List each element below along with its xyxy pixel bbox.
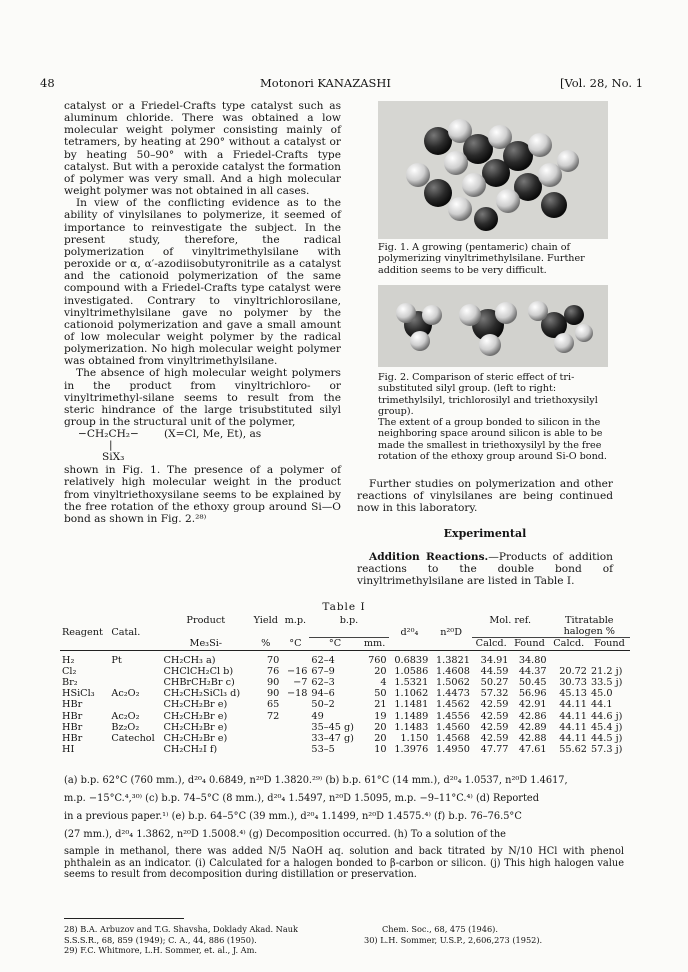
cell-yield: 90 — [267, 688, 280, 700]
figure-2-caption — [378, 372, 610, 462]
cell-d: 1.1483 — [394, 721, 429, 733]
cell-mp — [281, 733, 309, 744]
footnote-29-cont: Chem. Soc., 68, 475 (1946). — [382, 924, 498, 934]
footnote-30: 30) L.H. Sommer, U.S.P., 2,606,273 (1952). — [364, 934, 543, 945]
col-yield-unit: % — [261, 637, 271, 649]
cell-mp — [281, 744, 309, 755]
cell-yield: 90 — [267, 677, 280, 689]
table-notes — [64, 774, 624, 886]
cell-calcd: 42.59 — [480, 721, 509, 733]
cell-d: 1.1062 — [394, 688, 429, 700]
cell-calcd: 34.91 — [480, 654, 509, 666]
cell-hc: 44.11 — [559, 733, 587, 745]
cell-n: 1.4562 — [436, 699, 470, 711]
cell-found: 44.37 — [518, 665, 547, 677]
cell-mp: −18 — [286, 688, 308, 700]
cell-mm: 760 — [368, 654, 387, 666]
cell-yield — [250, 733, 281, 744]
cell-catal — [109, 677, 161, 688]
cell-d: 1.1489 — [394, 710, 429, 722]
col-bp-c: °C — [309, 638, 360, 650]
cell-yield: 70 — [267, 654, 280, 666]
table-row — [60, 677, 630, 688]
table-note: sample in methanol, there was added N/5 NaOH aq. solution and back titrated by N/10 HCl with phenol phthalein as an indicator. (i) Calculated for a halogen bonded to β-carbon or silicon. (j) This high halogen value seems to result from decomposition during distillation or preservation. — [64, 846, 624, 880]
running-head-author: Motonori KANAZASHI — [260, 76, 391, 90]
cell-reagent: HBr — [62, 710, 83, 722]
table-note: in a previous paper.¹⁾ (e) b.p. 64–5°C (39 mm.), d²⁰₄ 1.1499, n²⁰D 1.4575.⁴⁾ (f) b.p. 76–76.5°C — [64, 811, 522, 822]
cell-yield: 76 — [267, 665, 280, 677]
cell-calcd: 44.59 — [480, 665, 509, 677]
cell-hc: 44.11 — [559, 710, 587, 722]
cell-reagent: HBr — [62, 733, 83, 745]
col-mp: m.p. — [284, 615, 307, 626]
cell-mp — [281, 722, 309, 733]
paragraph-text: —Products of addition reactions to the double bond of vinyltrimethylsilane are listed in Table I. — [357, 550, 613, 587]
cell-product: CH₂CH₂Br e) — [163, 721, 228, 733]
table-row — [60, 666, 630, 677]
col-bp-mm: mm. — [361, 638, 389, 650]
left-column — [64, 100, 341, 525]
caption-text: Fig. 2. Comparison of steric effect of tri-substituted silyl group. (left to right: trimethylsilyl, trichlorosilyl and triethoxysilyl group). — [378, 372, 598, 417]
cell-reagent: Br₂ — [62, 677, 78, 689]
cell-mm: 50 — [374, 688, 387, 700]
cell-mp: −16 — [286, 665, 308, 677]
table-row — [60, 655, 630, 666]
cell-bp: 62–3 — [311, 677, 335, 689]
cell-calcd: 42.59 — [480, 699, 509, 711]
cell-mm: 20 — [374, 721, 387, 733]
cell-yield: 65 — [267, 699, 280, 711]
col-mp-unit: °C — [289, 637, 302, 649]
cell-found: 42.91 — [518, 699, 547, 711]
running-head-volume: [Vol. 28, No. 1 — [560, 76, 644, 90]
cell-hf: 45.4 j) — [590, 721, 623, 733]
cell-hc — [549, 655, 589, 666]
cell-d: 1.3976 — [394, 744, 429, 756]
cell-mm: 20 — [374, 733, 387, 745]
cell-calcd: 50.27 — [480, 677, 509, 689]
cell-found: 42.86 — [518, 710, 547, 722]
cell-n: 1.4473 — [436, 688, 470, 700]
cell-found: 47.61 — [518, 744, 547, 756]
cell-reagent: HI — [62, 744, 75, 756]
col-halogen: Titratable halogen % — [563, 615, 615, 638]
cell-hf: 44.6 j) — [590, 710, 623, 722]
cell-found: 34.80 — [518, 654, 547, 666]
table-body — [60, 655, 630, 756]
cell-hc: 44.11 — [559, 721, 587, 733]
cell-yield — [250, 744, 281, 755]
cell-found: 56.96 — [518, 688, 547, 700]
cell-n: 1.4608 — [436, 665, 470, 677]
cell-hc: 30.73 — [559, 677, 587, 689]
cell-reagent: HBr — [62, 699, 83, 711]
cell-product: CH₂CH₂Br e) — [163, 710, 228, 722]
cell-hf — [589, 655, 630, 666]
col-bp: b.p. — [339, 615, 359, 626]
table-row — [60, 699, 630, 710]
footnote-29: 29) F.C. Whitmore, L.H. Sommer, et. al., J. Am. — [64, 945, 257, 956]
cell-n: 1.4950 — [436, 744, 470, 756]
table-row — [60, 688, 630, 699]
cell-d: 1.150 — [400, 733, 429, 745]
cell-mm: 19 — [374, 710, 387, 722]
cell-bp: 50–2 — [311, 699, 335, 711]
cell-bp: 53–5 — [311, 744, 335, 756]
cell-catal: Catechol — [111, 733, 155, 745]
cell-d: 1.5321 — [394, 677, 429, 689]
cell-found: 42.88 — [518, 733, 547, 745]
cell-reagent: H₂ — [62, 654, 75, 666]
cell-hf: 33.5 j) — [590, 677, 623, 689]
cell-hf: 57.3 j) — [590, 744, 623, 756]
footnotes-right — [364, 924, 624, 945]
col-product: Product — [186, 615, 226, 626]
cell-catal — [109, 666, 161, 677]
caption-text: The extent of a group bonded to silicon in the neighboring space around silicon is able to be made the smallest in triethoxysilyl by the free rotation of the ethoxy group around Si-O bond. — [378, 417, 607, 463]
cell-hc: 45.13 — [559, 688, 587, 700]
cell-mp — [281, 655, 309, 666]
table-1 — [60, 615, 630, 755]
cell-calcd: 42.59 — [480, 733, 509, 745]
cell-bp: 94–6 — [311, 688, 335, 700]
cell-calcd: 47.77 — [480, 744, 509, 756]
table-row — [60, 711, 630, 722]
cell-catal: Bz₂O₂ — [111, 721, 140, 733]
cell-found: 42.89 — [518, 721, 547, 733]
paragraph: In view of the conflicting evidence as to the ability of vinylsilanes to polymerize, it seemed of importance to reinvestigate the subject. In the present study, therefore, the radical polymerization of vinyltrimethylsilane with peroxide or α, α′-azodiisobutyronitrile as a catalyst and the cationoid polymerization of the same compound with a Friedel-Crafts type catalyst were investigated. Contrary to vinyltrichlorosilane, vinyltrimethylsilane gave no polymer by the cationoid polymerization and gave a small amount of low molecular weight polymer by the radical polymerization. No high molecular weight polymer was obtained from vinyltrimethylsilane. — [64, 197, 341, 368]
cell-product: CH₂CH₂Br e) — [163, 733, 228, 745]
cell-product: CH₂CH₃ a) — [163, 654, 216, 666]
cell-product: CHClCH₂Cl b) — [163, 665, 234, 677]
cell-catal: Pt — [111, 654, 122, 666]
cell-reagent: HSiCl₃ — [62, 688, 95, 700]
cell-bp: 33–47 g) — [311, 733, 354, 745]
cell-hf: 44.5 j) — [590, 733, 623, 745]
paragraph: shown in Fig. 1. The presence of a polymer of relatively high molecular weight in the product from vinyltriethoxysilane seems to be explained by the free rotation of the ethoxy group around Si—O bond as shown in Fig. 2.²⁸⁾ — [64, 464, 341, 525]
col-catal: Catal. — [111, 626, 141, 638]
cell-catal — [109, 744, 161, 755]
structural-formula — [64, 428, 341, 464]
cell-reagent: Cl₂ — [62, 665, 77, 677]
cell-mm: 4 — [380, 677, 387, 689]
cell-calcd: 57.32 — [480, 688, 509, 700]
cell-hf: 21.2 j) — [590, 665, 623, 677]
right-column — [357, 478, 613, 587]
table-row — [60, 722, 630, 733]
figure-1-photo — [378, 101, 608, 239]
col-reagent: Reagent — [62, 626, 103, 638]
paragraph: catalyst or a Friedel-Crafts type catalyst such as aluminum chloride. There was obtained a low molecular weight polymer consisting mainly of tetramers, by heating at 290° without a catalyst or by heating 50–90° with a Friedel-Crafts type catalyst. But with a peroxide catalyst the formation of polymer was very small. And a high molecular weight polymer was not obtained in all cases. — [64, 100, 341, 198]
cell-bp: 35–45 g) — [311, 721, 354, 733]
data-table — [60, 615, 630, 755]
footnote-28: 28) B.A. Arbuzov and T.G. Shavsha, Doklady Akad. Nauk S.S.S.R., 68, 859 (1949); C. A., 44, 886 (1950). — [64, 924, 298, 945]
col-calcd: Calcd. — [472, 638, 510, 650]
col-hal-calcd: Calcd. — [549, 638, 589, 650]
cell-d: 0.6839 — [394, 654, 429, 666]
caption-text: Fig. 1. A growing (pentameric) chain of polymerizing vinyltrimethylsilane. Further addition seems to be very difficult. — [378, 242, 585, 276]
col-density: d²⁰₄ — [400, 626, 419, 638]
cell-n: 1.4560 — [436, 721, 470, 733]
cell-calcd: 42.59 — [480, 710, 509, 722]
cell-mp — [281, 711, 309, 722]
table-header-row — [60, 615, 630, 638]
cell-n: 1.4556 — [436, 710, 470, 722]
cell-catal — [109, 699, 161, 710]
cell-n: 1.5062 — [436, 677, 470, 689]
cell-hc: 20.72 — [559, 665, 587, 677]
table-note: (27 mm.), d²⁰₄ 1.3862, n²⁰D 1.5008.⁴⁾ (g) Decomposition occurred. (h) To a solution of the — [64, 829, 506, 840]
cell-product: CHBrCH₂Br c) — [163, 677, 235, 689]
figure-1-caption — [378, 242, 610, 276]
formula-tail: (X=Cl, Me, Et), as — [164, 428, 262, 441]
footnote-rule — [64, 918, 184, 919]
formula-bond: | — [109, 439, 113, 452]
table-row — [60, 733, 630, 744]
cell-yield: 72 — [267, 710, 280, 722]
page-number: 48 — [40, 76, 55, 90]
section-title: Experimental — [443, 527, 527, 541]
cell-product: CH₂CH₂I f) — [163, 744, 218, 756]
col-molref: Mol. ref. — [489, 615, 532, 626]
cell-product: CH₂CH₂SiCl₃ d) — [163, 688, 241, 700]
cell-found: 50.45 — [518, 677, 547, 689]
cell-mp: −7 — [293, 677, 308, 689]
paragraph: The absence of high molecular weight polymers in the product from vinyltrichloro- or vinyltrimethyl-silane seems to result from the steric hindrance of the large trisubstituted silyl group in the structural unit of the polymer, — [64, 367, 341, 429]
cell-hc: 44.11 — [559, 699, 587, 711]
col-refractive-index: n²⁰D — [440, 626, 462, 638]
cell-mm: 10 — [374, 744, 387, 756]
cell-bp: 62–4 — [311, 654, 335, 666]
cell-n: 1.4568 — [436, 733, 470, 745]
col-found: Found — [510, 638, 548, 650]
cell-reagent: HBr — [62, 721, 83, 733]
run-in-title: Addition Reactions. — [369, 550, 489, 563]
table-title: Table I — [322, 601, 366, 613]
cell-product: CH₂CH₂Br e) — [163, 699, 228, 711]
paragraph: Further studies on polymerization and other reactions of vinylsilanes are being continued now in this laboratory. — [357, 478, 613, 515]
cell-mm: 21 — [374, 699, 387, 711]
cell-hf: 45.0 — [590, 688, 613, 700]
cell-d: 1.1481 — [394, 699, 429, 711]
cell-mp — [281, 699, 309, 710]
cell-hc: 55.62 — [559, 744, 587, 756]
cell-yield — [250, 722, 281, 733]
cell-hf: 44.1 — [590, 699, 613, 711]
cell-bp: 67–9 — [311, 665, 335, 677]
cell-bp: 49 — [311, 710, 324, 722]
col-yield: Yield — [253, 615, 278, 626]
col-product-sub: Me₃Si- — [189, 637, 223, 649]
cell-catal: Ac₂O₂ — [111, 688, 140, 700]
formula-main: −CH₂CH₂− — [78, 428, 139, 441]
cell-n: 1.3821 — [436, 654, 470, 666]
table-note: m.p. −15°C.⁴,³⁰⁾ (c) b.p. 74–5°C (8 mm.), d²⁰₄ 1.5497, n²⁰D 1.5095, m.p. −9–11°C.⁴⁾ (d) Reported — [64, 793, 540, 804]
cell-mm: 20 — [374, 665, 387, 677]
footnotes-left — [64, 924, 334, 956]
col-hal-found: Found — [589, 638, 630, 650]
figure-2-photo — [378, 285, 608, 367]
table-row — [60, 744, 630, 755]
cell-d: 1.0586 — [394, 665, 429, 677]
formula-substituent: SiX₃ — [102, 451, 125, 464]
table-note: (a) b.p. 62°C (760 mm.), d²⁰₄ 0.6849, n²⁰D 1.3820.²⁹⁾ (b) b.p. 61°C (14 mm.), d²⁰₄ 1.0537, n²⁰D 1.4617, — [64, 775, 568, 786]
cell-catal: Ac₂O₂ — [111, 710, 140, 722]
